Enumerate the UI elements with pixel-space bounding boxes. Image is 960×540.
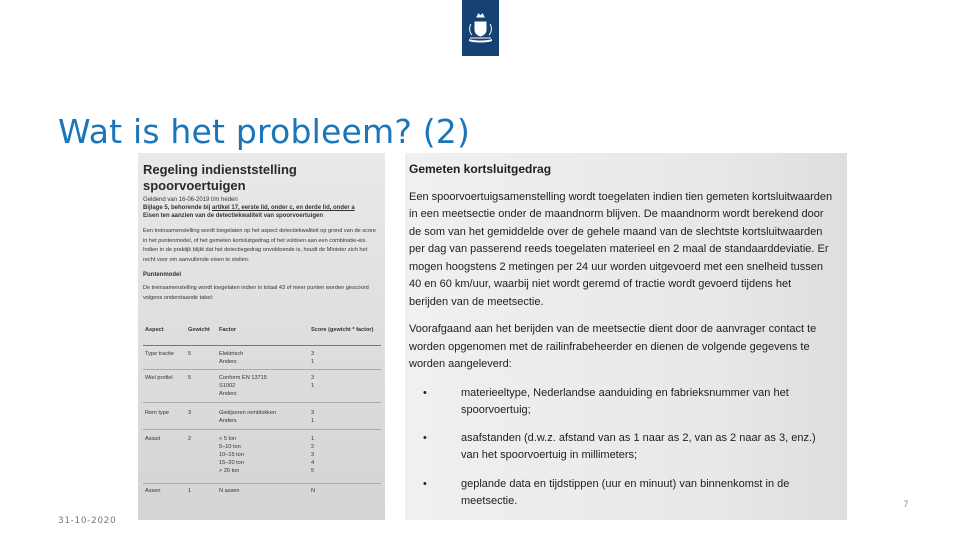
annex-text: Bijlage 5, behorende bij — [143, 205, 213, 211]
list-item-line: meetsectie. — [461, 495, 518, 507]
right-doc-heading: Gemeten kortsluitgedrag — [409, 162, 552, 176]
left-doc-valid: Geldend van 16-06-2019 t/m heden — [143, 197, 238, 203]
rijksoverheid-logo — [462, 0, 499, 56]
left-doc-title — [143, 162, 297, 194]
table-cell-weight: 5 — [188, 351, 192, 357]
list-item-line: asafstanden (d.w.z. afstand van as 1 naar as 2, van as 2 naar as 3, enz.) — [461, 432, 816, 444]
table-cell-factor: > 20 ton — [219, 468, 240, 474]
table-cell-score: N — [311, 488, 316, 494]
list-item-line: van het spoorvoertuig in millimeters; — [461, 449, 638, 461]
right-doc-p2-line: worden opgenomen met de railinfrabeheerder en dienen de volgende gegevens te — [409, 341, 810, 353]
slide-date: 31-10-2020 — [58, 516, 117, 526]
bullet-icon: • — [423, 478, 427, 490]
table-cell-score: 3 — [311, 410, 315, 416]
table-cell-aspect: Assen — [145, 488, 161, 494]
left-doc-annex-subtitle: Eisen ten aanzien van de detectiekwaliteit van spoorvoertuigen — [143, 213, 324, 219]
table-cell-weight: 2 — [188, 436, 192, 442]
right-document-scan — [405, 153, 847, 520]
table-cell-score: 1 — [311, 436, 315, 442]
table-cell-aspect: Type tractie — [145, 351, 174, 357]
table-cell-weight: 3 — [188, 410, 192, 416]
right-doc-p1-line: 40 en 60 km/uur, waarbij niet wordt geremd of tractie wordt gevoerd tijdens het — [409, 278, 792, 290]
table-row — [143, 484, 381, 498]
table-cell-weight: 1 — [188, 488, 192, 494]
coat-of-arms-icon — [462, 0, 499, 56]
table-cell-factor: Gietijzeren remblokken — [219, 410, 277, 416]
table-cell-factor: 5–10 ton — [219, 444, 241, 450]
table-cell-score: 1 — [311, 359, 315, 365]
table-row — [143, 403, 381, 430]
table-header-cell: Aspect — [145, 327, 164, 333]
list-item-line: spoorvoertuig; — [461, 404, 531, 416]
right-doc-p1-line: berijden van de meetsectie. — [409, 296, 544, 308]
table-cell-factor: N assen — [219, 488, 240, 494]
table-row — [143, 370, 381, 403]
left-doc-section: Puntenmodel — [143, 272, 182, 278]
table-cell-aspect: Wiel profiel — [145, 375, 173, 381]
table-cell-score: 1 — [311, 418, 315, 424]
points-table — [143, 323, 381, 498]
table-cell-factor: Anders — [219, 418, 237, 424]
table-cell-score: 2 — [311, 444, 315, 450]
table-header-cell: Gewicht — [188, 327, 210, 333]
table-cell-aspect: Rem type — [145, 410, 169, 416]
table-cell-score: 4 — [311, 460, 315, 466]
table-cell-factor: S1002 — [219, 383, 236, 389]
table-cell-factor: Anders — [219, 391, 237, 397]
table-row — [143, 430, 381, 484]
table-cell-factor: 15–20 ton — [219, 460, 244, 466]
page-number: 7 — [903, 500, 909, 510]
left-doc-paragraph-1: Een treinsamenstelling wordt toegelaten op het aspect detectiekwaliteit op grond van de score in het puntenmodel, of het gemeten kortsluitgedrag of het voldoen aan een combinatie-eis. Indien in de praktijk blijkt dat het detectiegedrag onvoldoende is, houdt de Minister zich het recht voor om aanvullende eisen te stellen. — [143, 228, 376, 263]
table-header — [143, 323, 381, 346]
right-doc-p1-line: per dag van passerend reeds toegelaten materieel en 2 maal de standaarddeviatie. Er — [409, 243, 829, 255]
slide-title: Wat is het probleem? (2) — [58, 112, 471, 151]
left-doc-paragraph-2: De treinsamenstelling wordt toegelaten indien in totaal 43 of meer punten worden gescoord volgens onderstaande tabel: — [143, 285, 369, 301]
right-doc-p1-line: in een meetsectie onder de maandnorm blijven. De maandnorm wordt berekend door — [409, 208, 824, 220]
table-cell-factor: 10–15 ton — [219, 452, 244, 458]
table-header-cell: Factor — [219, 327, 237, 333]
table-cell-weight: 5 — [188, 375, 192, 381]
table-cell-factor: Anders — [219, 359, 237, 365]
annex-link[interactable]: artikel 17, eerste lid, onder c, en derde lid, onder a — [212, 205, 355, 211]
list-item-line: materieeltype, Nederlandse aanduiding en fabrieksnummer van het — [461, 387, 789, 399]
right-doc-p2-line: worden aangeleverd: — [409, 358, 512, 370]
table-cell-score: 3 — [311, 452, 315, 458]
table-cell-score: 3 — [311, 375, 315, 381]
left-doc-title-line2: spoorvoertuigen — [143, 178, 246, 193]
table-cell-score: 1 — [311, 383, 315, 389]
table-cell-score: 3 — [311, 351, 315, 357]
bullet-icon: • — [423, 432, 427, 444]
table-header-cell: Score (gewicht * factor) — [311, 327, 374, 333]
table-cell-factor: < 5 ton — [219, 436, 237, 442]
table-cell-factor: Conform EN 13715 — [219, 375, 267, 381]
table-cell-factor: Elektrisch — [219, 351, 244, 357]
table-cell-score: 5 — [311, 468, 315, 474]
table-row — [143, 346, 381, 370]
left-doc-annex — [143, 204, 355, 212]
right-doc-p1-line: Een spoorvoertuigsamenstelling wordt toegelaten indien tien gemeten kortsluitwaarden — [409, 191, 833, 203]
list-item-line: geplande data en tijdstippen (uur en minuut) van binnenkomst in de — [461, 478, 790, 490]
table-cell-aspect: Asiast — [145, 436, 161, 442]
left-doc-title-line1: Regeling indienststelling — [143, 162, 297, 177]
right-doc-p2-line: Voorafgaand aan het berijden van de meetsectie dient door de aanvrager contact te — [409, 323, 817, 335]
right-doc-p1-line: de som van het gemiddelde over de gehele maand van de slechtste kortsluitwaarden — [409, 226, 823, 238]
right-doc-p1-line: mogen hoogstens 2 metingen per 24 uur worden uitgevoerd met een snelheid tussen — [409, 261, 823, 273]
left-document-scan — [138, 153, 385, 520]
bullet-icon: • — [423, 387, 427, 399]
